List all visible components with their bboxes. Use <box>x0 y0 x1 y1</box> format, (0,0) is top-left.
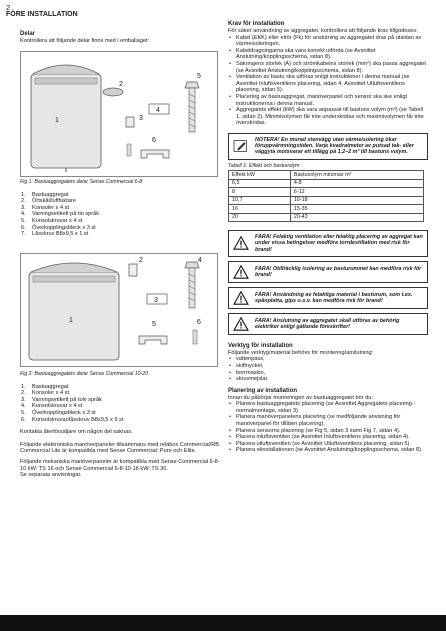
plan-heading: Planering av installation <box>228 387 298 394</box>
note-text: NOTERA! En murad stenvägg utan värmeisolering ökar föruppvärmningstiden. Varje kvadratmeter av putsad tak- eller väggyta motsvarar ett tillägg på 1,2–2 m³ till bastuns volym. <box>255 136 414 156</box>
fig2-label-4: 4 <box>198 257 202 264</box>
table-row: 6,5 4-8 <box>229 179 424 188</box>
list-item: 3. Konsoler x 4 st <box>21 204 69 211</box>
panels-paragraph-1: Följande elektroniska manöverpaneler tillsammans med reläbox Commercial/RB Commercial Lite är kompatibla med Sense Commercial: Pure och Elite. <box>20 441 219 455</box>
section-title: FÖRE INSTALLATION <box>6 11 78 18</box>
fig1-label-5: 5 <box>197 73 201 80</box>
fig2-label-5: 5 <box>152 321 156 328</box>
delar-intro: Kontrollera att följande delar finns med i emballaget: <box>20 38 150 44</box>
warning-box-1 <box>228 230 428 257</box>
list-item: 5. Överkopplingsbleck x 3 st <box>21 409 96 416</box>
fig1-label-6: 6 <box>152 137 156 144</box>
table-header-row <box>229 171 424 180</box>
fig1-caption: Fig 1: Bastuaggregatets delar Sense Commercial 6-8 <box>20 179 143 185</box>
warning-text: FARA! Felaktig ventilation eller felaktig placering av aggregat kan under vissa betingelser medföra torrdestillation med risk för brand! <box>255 234 423 253</box>
right-column <box>228 21 428 454</box>
table-header-cell: Bastuvolym min/max m³ <box>290 171 423 180</box>
footer-bar <box>0 615 446 631</box>
note-box <box>228 133 428 160</box>
warning-triangle-icon <box>233 291 249 305</box>
delar-heading: Delar <box>20 31 36 37</box>
list-item: • Säkringens storlek (A) och strömkabelns storlek (mm²) ska passa aggregatet (se Avsnittet Anslutning/kopplingsschema, sidan 8). <box>228 61 428 74</box>
left-column-part2 <box>20 177 220 238</box>
fig1-label-2: 2 <box>119 81 123 88</box>
list-item: • Placera inluftsventilen (se Avsnittet Inluftsventilens placering, sidan 4). <box>228 434 428 441</box>
warning-box-3 <box>228 287 428 309</box>
table-row: 10,7 10-18 <box>229 196 424 205</box>
page-number: 2 <box>6 3 11 12</box>
list-item: 3. Varningsetikett på tolv språk <box>21 396 102 403</box>
warning-box-4 <box>228 313 428 335</box>
fig1-label-4: 4 <box>156 107 160 114</box>
list-item: 4. Konsolskruvar x 4 st <box>21 403 83 410</box>
list-item: 2. Konsoler x 4 st <box>21 390 69 397</box>
list-item: • Planera sensorns placering (se Fig 5, sidan 3 samt Fig 7, sidan 4). <box>228 428 428 435</box>
krav-heading: Krav för installation <box>228 21 285 27</box>
warning-triangle-icon <box>233 317 249 331</box>
plan-list <box>228 401 428 454</box>
list-item: • Ventilation av bastu ska utföras enligt instruktioner i denna manual (se Avsnittet Inluftsventilens placering, sidan 4, Avsnittet Utluftsventilens placering, sidan 5). <box>228 74 428 94</box>
pencil-note-icon <box>233 139 249 153</box>
parts-list-1 <box>20 192 220 238</box>
fig1-label-3: 3 <box>139 115 143 122</box>
left-column-part3 <box>20 369 220 479</box>
figure-2 <box>20 253 218 367</box>
panels-paragraph-2: Följande mekaniska manöverpaneler är kompatibla med Sense Commercial 6-8-10 kW: TS 16 och Sense Commercial 6-8-10-16 kW: TS 30. <box>20 458 220 472</box>
list-item: 4. Varningsetikett på tio språk <box>21 211 100 218</box>
list-item: • Placering av bastuaggregat, manöverpanel och sensor ska ske enligt instruktionerna i denna manual. <box>228 94 428 107</box>
fig2-label-2: 2 <box>139 257 143 264</box>
list-item: • Kabel (EKK) eller elrör (Fk) för anslutning av aggregatet dras på utsidan av värmeisoleringen. <box>228 35 428 48</box>
fig2-label-1: 1 <box>69 317 73 324</box>
fig2-label-3: 3 <box>154 297 158 304</box>
panels-paragraph-3: Se separata anvisningar. <box>20 472 82 479</box>
heater-parts-illustration-2 <box>21 254 217 366</box>
list-item: • borrmaskin, <box>228 370 428 377</box>
list-item: 1. Bastuaggregat <box>21 191 69 198</box>
fig2-caption: Fig 2: Bastuaggregatets delar Sense Commercial 10-20 <box>20 371 149 377</box>
warning-text: FARA! Användning av felaktiga material i basturum, som t.ex. spånplatta, gips o.s.v. kan medföra risk för brand! <box>255 291 413 304</box>
plan-intro: Innan du påbörjar monteringen av bastuaggregatet bör du: <box>228 394 373 401</box>
contact-text: Kontakta återförsäljare om någon del saknas. <box>20 429 133 436</box>
warning-text: FARA! Otillräcklig isolering av basturummet kan medföra risk för brand! <box>255 265 422 278</box>
warning-box-2 <box>228 261 428 283</box>
list-item: • Planera elinstallationen (se Avsnittet Anslutning/kopplingsschema, sidan 8). <box>228 447 428 454</box>
verktyg-list <box>228 356 428 382</box>
list-item: 2. Örtskål/luftfuktare <box>21 198 76 205</box>
verktyg-heading: Verktyg för installation <box>228 342 293 349</box>
table-row: 8 6-12 <box>229 188 424 197</box>
list-item: • vattenpass, <box>228 356 428 363</box>
warning-triangle-icon <box>233 265 249 279</box>
figure-1 <box>20 51 218 177</box>
krav-list <box>228 35 428 127</box>
warning-triangle-icon <box>233 236 249 250</box>
list-item: 1. Bastuaggregat <box>21 383 69 390</box>
list-item: • Placera utluftsventilen (se Avsnittet Utluftsventilens placering, sidan 5). <box>228 441 428 448</box>
table-row: 20 20-43 <box>229 213 424 222</box>
list-item: • skiftnyckel, <box>228 363 428 370</box>
parts-list-2 <box>20 384 220 424</box>
list-item: 5. Konsolskruvar x 4 st <box>21 217 83 224</box>
krav-intro: För säker användning av aggregatet, kontrollera att följande krav tillgodoses: <box>228 28 418 34</box>
left-column <box>20 31 220 45</box>
power-volume-table <box>228 170 424 222</box>
list-item: • Planera manöverpanelens placering (se medföljande anvisning för manöverpanel för tillåten placering). <box>228 414 428 427</box>
list-item: • Aggregatets effekt (kW) ska vara anpassat till bastuns volym (m³) (se Tabell 1, sidan 2). Minimivolymen får inte underskridas och maximivolymen får inte överskridas. <box>228 107 428 127</box>
table-header-cell: Effekt kW <box>229 171 291 180</box>
heater-parts-illustration-1 <box>21 52 217 176</box>
list-item: 7. Låsskruv B8x9,5 x 1 st <box>21 231 89 238</box>
warning-text: FARA! Anslutning av aggregatet skall utföras av behörig elektriker enligt gällande föreskrifter! <box>255 317 400 330</box>
list-item: • skruvmejslar. <box>228 376 428 383</box>
list-item: 6. Överkopplingsbleck x 3 st <box>21 224 96 231</box>
verktyg-intro: Följande verktyg/material behövs för montering/anslutning: <box>228 349 374 356</box>
list-item: 6. Konsolskruvar/låsskruv B8x9,5 x 9 st <box>21 416 124 423</box>
table-caption: Tabell 1: Effekt och bastuvolym <box>228 162 300 169</box>
fig1-label-1: 1 <box>55 117 59 124</box>
list-item: • Planera bastuaggregatets placering (se Avsnittet Aggregatets placering - normalmontage, sidan 3). <box>228 401 428 414</box>
list-item: • Kabeldragningarna ska vara korrekt utförda (se Avsnittet Anslutning/kopplingsschema, sidan 8). <box>228 48 428 61</box>
table-row: 16 15-35 <box>229 205 424 214</box>
fig2-label-6: 6 <box>197 319 201 326</box>
